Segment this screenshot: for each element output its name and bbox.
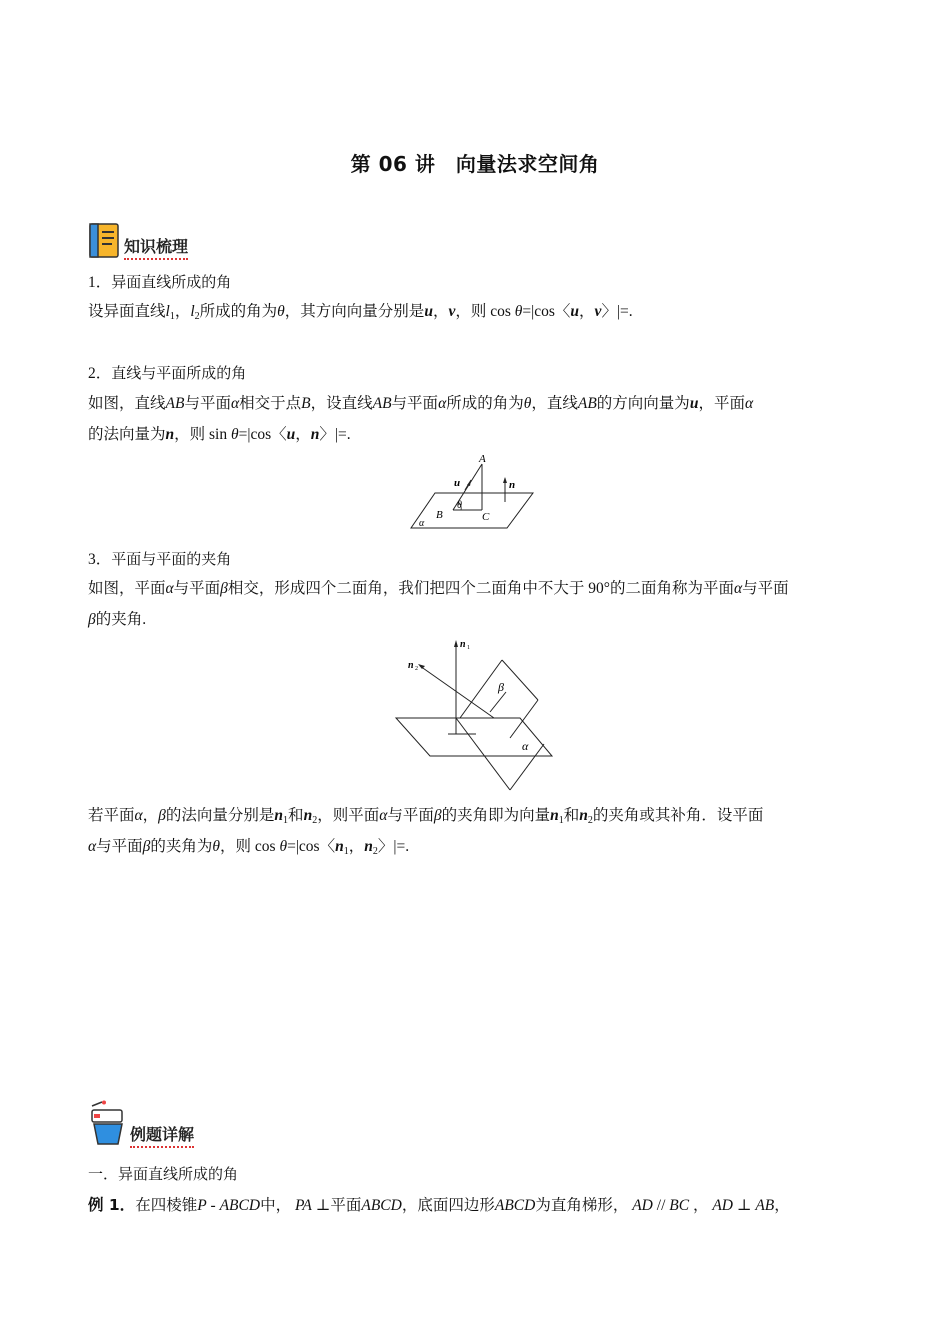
text: 相交，形成四个二面角，我们把四个二面角中不大于 90°的二面角称为平面 [227,580,734,597]
var-beta: β [220,580,228,597]
var-BC: BC [669,1197,690,1214]
text: ，直线 [531,395,578,412]
text: 所成的角为 [199,303,278,320]
text: 〉|=. [601,303,633,320]
vec-n1: n [335,838,344,855]
label-beta: β [498,680,504,694]
subscript: 2 [194,311,200,322]
label-n1-subscript: 1 [467,645,470,651]
text: 如图，平面 [88,580,166,597]
text: 与平面 [173,580,221,597]
text: ，则 cos [220,838,276,855]
vec-n2: n [579,807,588,824]
knowledge-badge [88,222,188,260]
label-alpha: α [522,739,529,753]
beta-normal-stub [490,692,506,712]
teacher-board-icon [88,1100,128,1148]
section-1-heading [88,272,868,293]
examples-badge-label: 例题详解 [130,1122,194,1148]
var-ABCD: ABCD [494,1197,536,1214]
vec-n: n [310,426,320,443]
section-2-number: 2． [88,365,112,382]
vector-n2 [420,666,494,718]
section-2-title: 直线与平面所成的角 [111,364,247,382]
var-beta: β [158,807,166,824]
text: 〉|=. [319,426,351,443]
text: ，平面 [698,395,745,412]
text: 和 [288,807,304,824]
label-A: A [479,453,486,465]
var-alpha: α [379,807,388,824]
vec-n1: n [274,807,284,824]
var-theta: θ [279,838,288,855]
label-theta: θ [457,500,462,511]
section-1-text [88,302,868,322]
vec-n: n [165,426,175,443]
var-AD: AD [712,1197,734,1214]
example-1-label: 例 1． [88,1196,136,1214]
text: ，底面四边形 [401,1197,495,1214]
var-alpha: α [165,580,174,597]
var-B: B [301,395,311,412]
vec-v: v [448,303,456,320]
section-3-text-line1 [88,579,868,599]
vec-u: u [424,303,433,320]
var-theta: θ [212,838,221,855]
figure-two-planes [392,634,562,794]
var-alpha: α [88,838,97,855]
text: ， [774,1197,790,1214]
text: 若平面 [88,807,135,824]
vec-u: u [570,303,580,320]
var-alpha: α [744,395,754,412]
text: ， [142,807,159,824]
text: 平面 [330,1197,362,1214]
text: 与平面 [184,395,231,412]
text: ⊥ [736,1197,752,1214]
text: 的夹角. [95,611,147,628]
text: ， [348,838,365,855]
vec-n1: n [550,807,559,824]
text: 的方向向量为 [596,395,690,412]
var-theta: θ [230,426,239,443]
example-1-text [88,1195,868,1216]
section-1-number: 1． [88,274,112,291]
var-AB: AB [165,395,185,412]
subscript: 1 [169,311,175,322]
text: ，其方向向量分别是 [284,303,425,320]
text: 相交于点 [239,395,302,412]
var-ABCD: ABCD [219,1197,261,1214]
subscript: 1 [343,846,349,857]
section-3-number: 3． [88,551,112,568]
text: - [210,1197,216,1214]
vec-v: v [594,303,602,320]
vec-n2: n [303,807,313,824]
label-n2-subscript: 2 [415,666,418,672]
label-B: B [436,509,443,521]
text: 的夹角或其补角．设平面 [592,807,764,824]
subscript: 2 [587,815,593,826]
text: 和 [563,807,580,824]
text: ，设直线 [310,395,373,412]
text: ⊥ [315,1197,331,1214]
text: 与平面 [391,395,439,412]
subscript: 2 [312,815,318,826]
text: =|cos〈 [287,838,336,855]
label-u: u [454,477,461,489]
var-ABCD: ABCD [361,1197,402,1214]
section-3-title: 平面与平面的夹角 [111,550,232,568]
text: 设异面直线 [88,303,166,320]
plane-beta-edge-top [502,660,538,700]
text: =|cos〈 [238,426,287,443]
text: ，则平面 [317,807,380,824]
var-AB: AB [755,1197,775,1214]
book-icon [88,222,122,260]
section-3-text-line2 [88,610,868,630]
var-alpha: α [438,395,447,412]
text: 与平面 [96,838,143,855]
var-l: l [165,303,170,320]
text: ， [692,1197,709,1214]
section-2-text-line2 [88,425,868,445]
normals-text-line2 [88,837,868,857]
var-beta: β [88,611,96,628]
label-n: n [509,479,516,491]
vec-n2: n [364,838,373,855]
text: ， [432,303,449,320]
text: 为直角梯形， [535,1197,629,1214]
text: ，则 sin [174,426,228,443]
var-beta: β [142,838,151,855]
text: 的夹角为 [150,838,213,855]
vec-u: u [689,395,699,412]
text: 如图，直线 [88,395,166,412]
vec-u: u [286,426,296,443]
page-title: 第 06 讲 向量法求空间角 [350,152,600,176]
section-3-heading [88,549,868,570]
var-alpha: α [134,807,143,824]
text: ，则 cos [455,303,511,320]
text: 的法向量分别是 [165,807,275,824]
normals-text-line1 [88,806,868,826]
var-theta: θ [277,303,285,320]
label-n2: n [408,660,414,671]
label-n1: n [460,639,466,650]
text: 与平面 [742,580,789,597]
var-theta: θ [523,395,532,412]
subscript: 1 [283,815,289,826]
section-2-heading [88,363,868,384]
text: 〉|=. [377,838,410,855]
text: ， [174,303,191,320]
text: 中， [260,1197,292,1214]
vector-n-arrowhead [503,477,507,483]
label-C: C [482,511,490,523]
examples-badge [88,1100,194,1148]
var-AB: AB [577,395,597,412]
label-alpha: α [419,518,425,529]
var-P: P [197,1197,207,1214]
section-2-text-line1 [88,394,868,414]
text: // [656,1197,666,1214]
knowledge-badge-label: 知识梳理 [124,234,188,260]
section-1-title: 异面直线所成的角 [111,273,232,291]
text: =|cos〈 [522,303,571,320]
text: ， [295,426,311,443]
vector-n1-arrowhead [454,640,458,647]
subscript: 1 [558,815,564,826]
text: ， [579,303,595,320]
plane-beta-lower-left [456,718,510,790]
var-AB: AB [372,395,392,412]
text: 所成的角为 [446,395,524,412]
text: 的法向量为 [88,426,166,443]
vector-u-arrowhead [467,480,471,486]
figure-line-plane [405,450,545,535]
var-beta: β [433,807,442,824]
var-PA: PA [294,1197,312,1214]
plane-beta-edge-right [510,700,538,738]
var-AD: AD [632,1197,653,1214]
var-alpha: α [733,580,743,597]
var-alpha: α [230,395,240,412]
text: 的夹角即为向量 [441,807,551,824]
text: 与平面 [387,807,434,824]
text: 在四棱锥 [135,1197,198,1214]
var-l: l [190,303,195,320]
subscript: 2 [372,846,378,857]
example-section-heading: 一．异面直线所成的角 [88,1165,239,1183]
var-theta: θ [514,303,523,320]
plane-alpha [396,718,552,756]
